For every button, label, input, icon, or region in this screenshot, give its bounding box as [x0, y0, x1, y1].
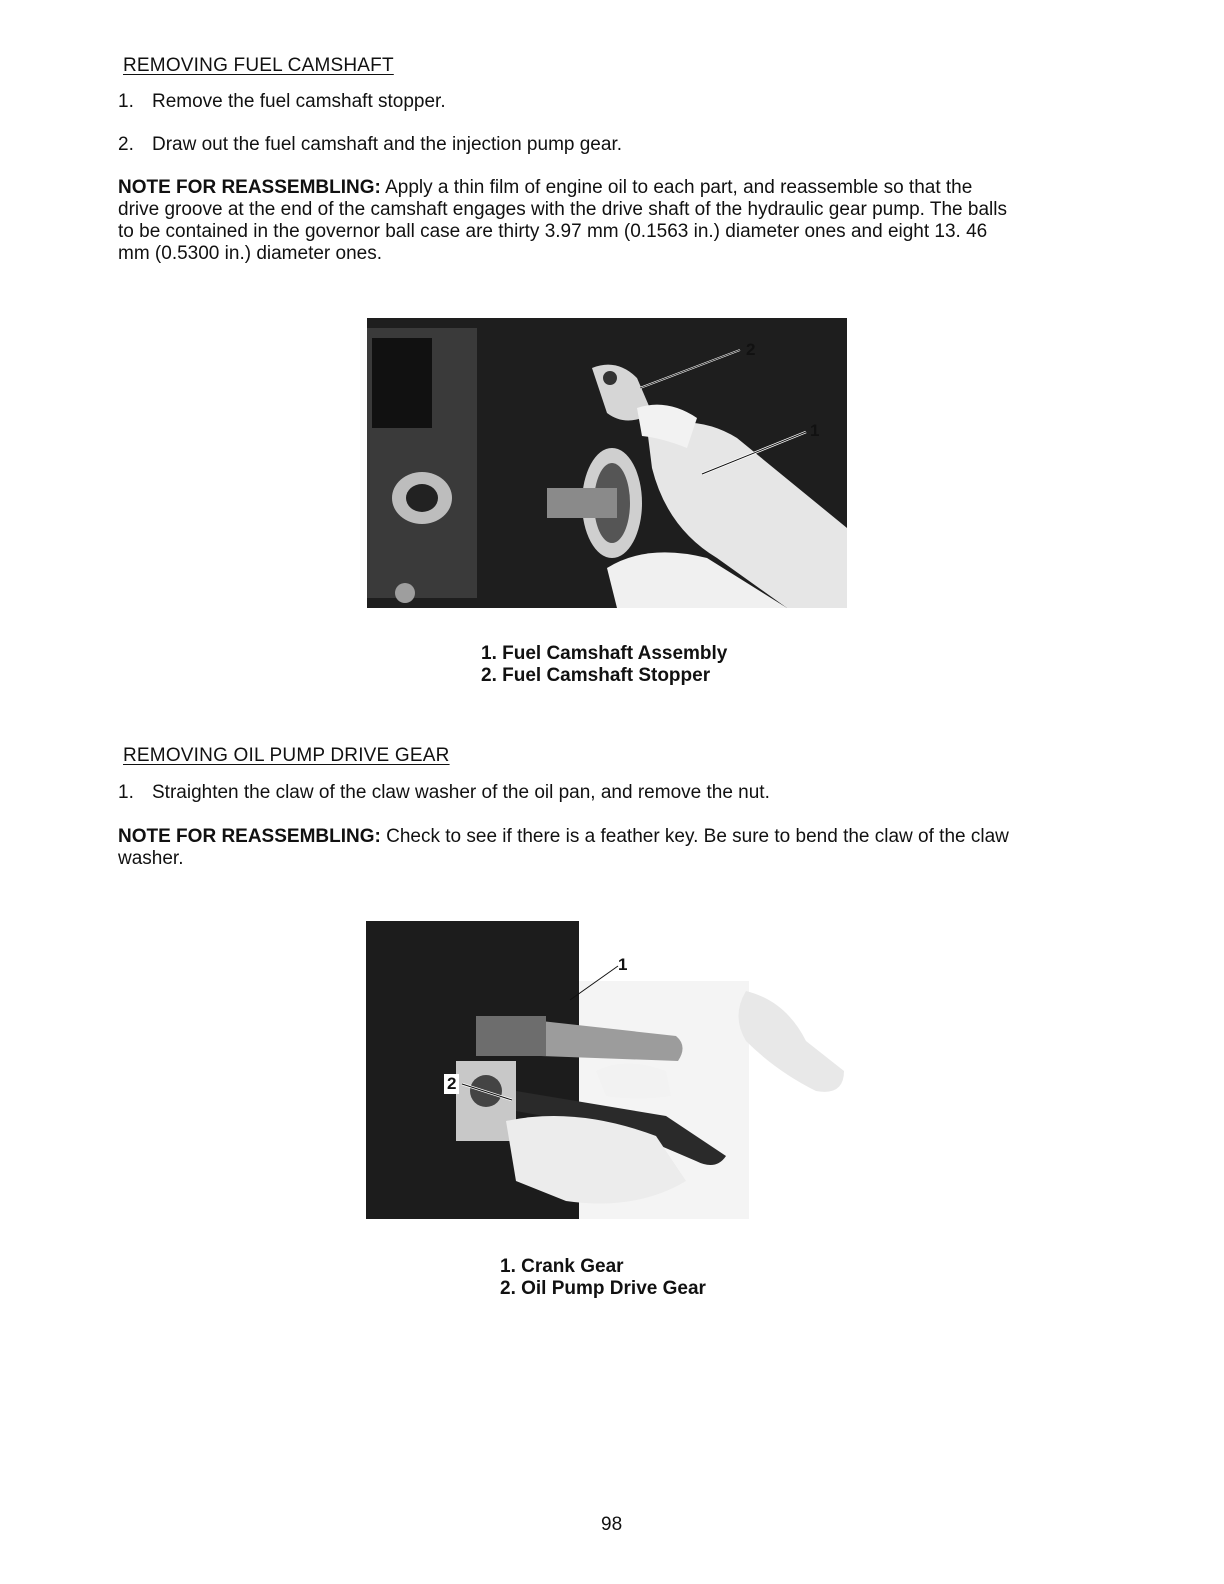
step-number: 2.	[118, 134, 134, 155]
section-heading-removing-fuel-camshaft: REMOVING FUEL CAMSHAFT	[123, 55, 394, 76]
note-label: NOTE FOR REASSEMBLING:	[118, 177, 381, 198]
step-number: 1.	[118, 91, 134, 112]
note-text: Apply a thin film of engine oil to each part, and reassemble so that the drive groove at the end of the camshaft engages with the drive shaft of the hydraulic gear pump. The balls to be contained in the governor ball case are thirty 3.97 mm (0.1563 in.) diameter ones and eight 13. 46 mm (0.5300 in.) diameter ones.	[118, 177, 1007, 264]
figure1-callout-line-1	[700, 428, 810, 478]
step-text: Remove the fuel camshaft stopper.	[152, 91, 446, 112]
figure2-caption-2: 2. Oil Pump Drive Gear	[500, 1278, 706, 1299]
callout-2: 2	[746, 340, 756, 359]
figure1-caption-1: 1. Fuel Camshaft Assembly	[481, 643, 728, 664]
note-label: NOTE FOR REASSEMBLING:	[118, 826, 381, 847]
callout-1: 1	[810, 421, 820, 440]
callout-1: 1	[618, 955, 628, 974]
figure2-caption-1: 1. Crank Gear	[500, 1256, 624, 1277]
note-text: Check to see if there is a feather key. Be sure to bend the claw of the claw washer.	[118, 826, 1009, 869]
step-2	[118, 134, 622, 156]
callout-2: 2	[444, 1074, 459, 1094]
page-number: 98	[601, 1514, 623, 1535]
note-reassembling-2	[118, 826, 1013, 870]
figure1-caption-2: 2. Fuel Camshaft Stopper	[481, 665, 711, 686]
figure2-callout-line-2	[460, 1078, 515, 1108]
step-number: 1.	[118, 782, 134, 803]
section-heading-removing-oil-pump-drive-gear: REMOVING OIL PUMP DRIVE GEAR	[123, 745, 450, 766]
step-1	[118, 91, 446, 113]
note-reassembling-1	[118, 177, 1013, 265]
step-text: Straighten the claw of the claw washer of the oil pan, and remove the nut.	[152, 782, 770, 803]
step-text: Draw out the fuel camshaft and the injection pump gear.	[152, 134, 622, 155]
step-1	[118, 782, 770, 804]
